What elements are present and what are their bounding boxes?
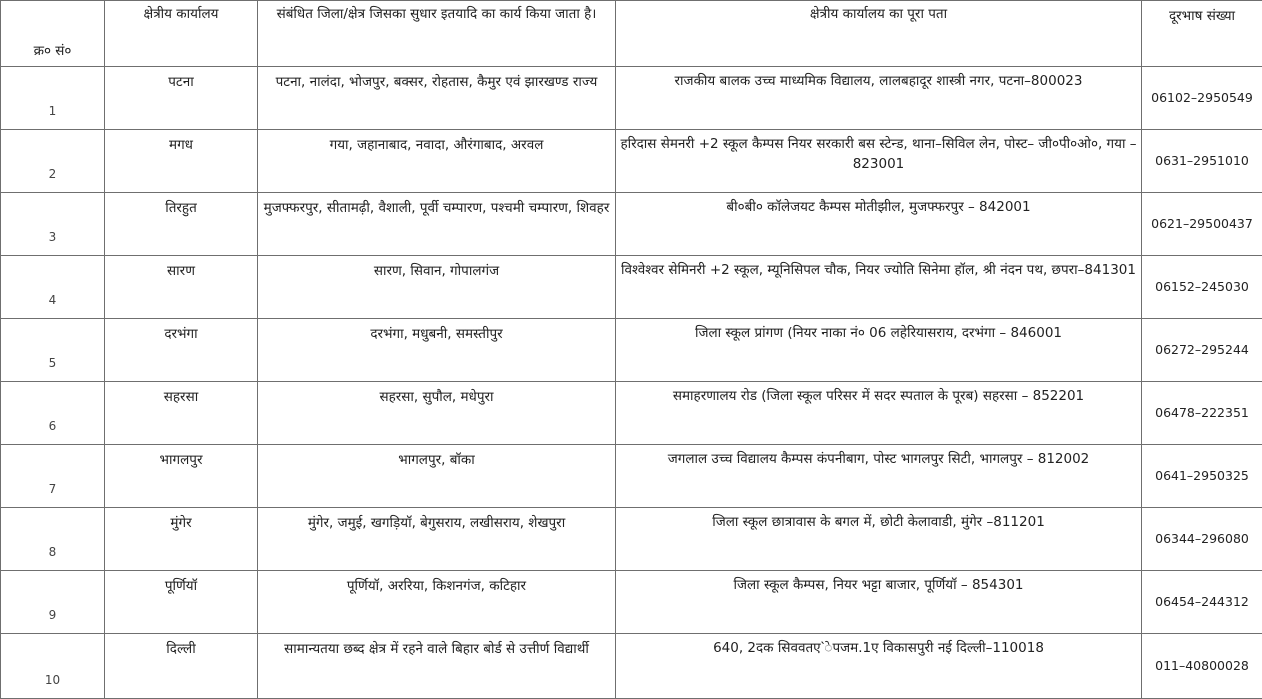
header-office: क्षेत्रीय कार्यालय	[105, 1, 258, 67]
table-row	[1, 508, 1262, 571]
cell-phone: 06102–2950549	[1142, 67, 1262, 130]
cell-address: जिला स्कूल कैम्पस, नियर भट्टा बाजार, पूर्णियॉ – 854301	[616, 571, 1142, 634]
cell-phone: 0631–2951010	[1142, 130, 1262, 193]
table-row	[1, 445, 1262, 508]
cell-address: जिला स्कूल छात्रावास के बगल में, छोटी केलावाडी, मुंगेर –811201	[616, 508, 1142, 571]
cell-districts: पूर्णियॉ, अररिया, किशनगंज, कटिहार	[258, 571, 616, 634]
cell-districts: मुंगेर, जमुई, खगड़ियॉ, बेगुसराय, लखीसराय, शेखपुरा	[258, 508, 616, 571]
cell-phone: 06454–244312	[1142, 571, 1262, 634]
cell-serial: 3	[1, 193, 105, 256]
cell-districts: दरभंगा, मधुबनी, समस्तीपुर	[258, 319, 616, 382]
cell-phone: 06152–245030	[1142, 256, 1262, 319]
cell-address: समाहरणालय रोड (जिला स्कूल परिसर में सदर स्पताल के पूरब) सहरसा – 852201	[616, 382, 1142, 445]
cell-serial: 7	[1, 445, 105, 508]
cell-phone: 06272–295244	[1142, 319, 1262, 382]
cell-office: सारण	[105, 256, 258, 319]
table-row	[1, 319, 1262, 382]
cell-address: हरिदास सेमनरी +2 स्कूल कैम्पस नियर सरकारी बस स्टेन्ड, थाना–सिविल लेन, पोस्ट– जी०पी०ओ०, गया – 823001	[616, 130, 1142, 193]
cell-serial: 5	[1, 319, 105, 382]
cell-phone: 0621–29500437	[1142, 193, 1262, 256]
cell-office: पटना	[105, 67, 258, 130]
cell-office: भागलपुर	[105, 445, 258, 508]
cell-districts: सामान्यतया छब्द क्षेत्र में रहने वाले बिहार बोर्ड से उत्तीर्ण विद्यार्थी	[258, 634, 616, 699]
cell-phone: 011–40800028	[1142, 634, 1262, 699]
header-phone: दूरभाष संख्या	[1142, 1, 1262, 67]
cell-office: मगध	[105, 130, 258, 193]
header-districts: संबंधित जिला/क्षेत्र जिसका सुधार इतयादि का कार्य किया जाता है।	[258, 1, 616, 67]
cell-serial: 4	[1, 256, 105, 319]
cell-serial: 6	[1, 382, 105, 445]
table-row	[1, 571, 1262, 634]
cell-office: मुंगेर	[105, 508, 258, 571]
header-address: क्षेत्रीय कार्यालय का पूरा पता	[616, 1, 1142, 67]
table-row	[1, 634, 1262, 699]
cell-serial: 2	[1, 130, 105, 193]
cell-serial: 10	[1, 634, 105, 699]
header-row	[1, 1, 1262, 67]
cell-districts: पटना, नालंदा, भोजपुर, बक्सर, रोहतास, कैमुर एवं झारखण्ड राज्य	[258, 67, 616, 130]
cell-address: बी०बी० कॉलेजयट कैम्पस मोतीझील, मुजफ्फरपुर – 842001	[616, 193, 1142, 256]
cell-address: जगलाल उच्च विद्यालय कैम्पस कंपनीबाग, पोस्ट भागलपुर सिटी, भागलपुर – 812002	[616, 445, 1142, 508]
cell-office: दरभंगा	[105, 319, 258, 382]
cell-address: विश्वेश्वर सेमिनरी +2 स्कूल, म्यूनिसिपल चौक, नियर ज्योति सिनेमा हॉल, श्री नंदन पथ, छपरा–841301	[616, 256, 1142, 319]
cell-office: तिरहुत	[105, 193, 258, 256]
cell-districts: सारण, सिवान, गोपालगंज	[258, 256, 616, 319]
table-row	[1, 256, 1262, 319]
cell-office: सहरसा	[105, 382, 258, 445]
cell-address: जिला स्कूल प्रांगण (नियर नाका नं० 06 लहेरियासराय, दरभंगा – 846001	[616, 319, 1142, 382]
cell-districts: मुजफ्फरपुर, सीतामढ़ी, वैशाली, पूर्वी चम्पारण, पश्चमी चम्पारण, शिवहर	[258, 193, 616, 256]
cell-serial: 1	[1, 67, 105, 130]
cell-serial: 8	[1, 508, 105, 571]
cell-office: दिल्ली	[105, 634, 258, 699]
cell-office: पूर्णियॉ	[105, 571, 258, 634]
cell-phone: 06478–222351	[1142, 382, 1262, 445]
cell-serial: 9	[1, 571, 105, 634]
header-serial: क्र० सं०	[1, 1, 105, 67]
table-row	[1, 67, 1262, 130]
cell-districts: सहरसा, सुपौल, मधेपुरा	[258, 382, 616, 445]
cell-districts: भागलपुर, बॉका	[258, 445, 616, 508]
cell-districts: गया, जहानाबाद, नवादा, औरंगाबाद, अरवल	[258, 130, 616, 193]
cell-address: राजकीय बालक उच्च माध्यमिक विद्यालय, लालबहादूर शास्त्री नगर, पटना–800023	[616, 67, 1142, 130]
cell-phone: 0641–2950325	[1142, 445, 1262, 508]
table-row	[1, 193, 1262, 256]
table-row	[1, 130, 1262, 193]
table-row	[1, 382, 1262, 445]
cell-phone: 06344–296080	[1142, 508, 1262, 571]
cell-address: 640, 2दक सिववतए`ेपजम.1ए विकासपुरी नई दिल्ली–110018	[616, 634, 1142, 699]
